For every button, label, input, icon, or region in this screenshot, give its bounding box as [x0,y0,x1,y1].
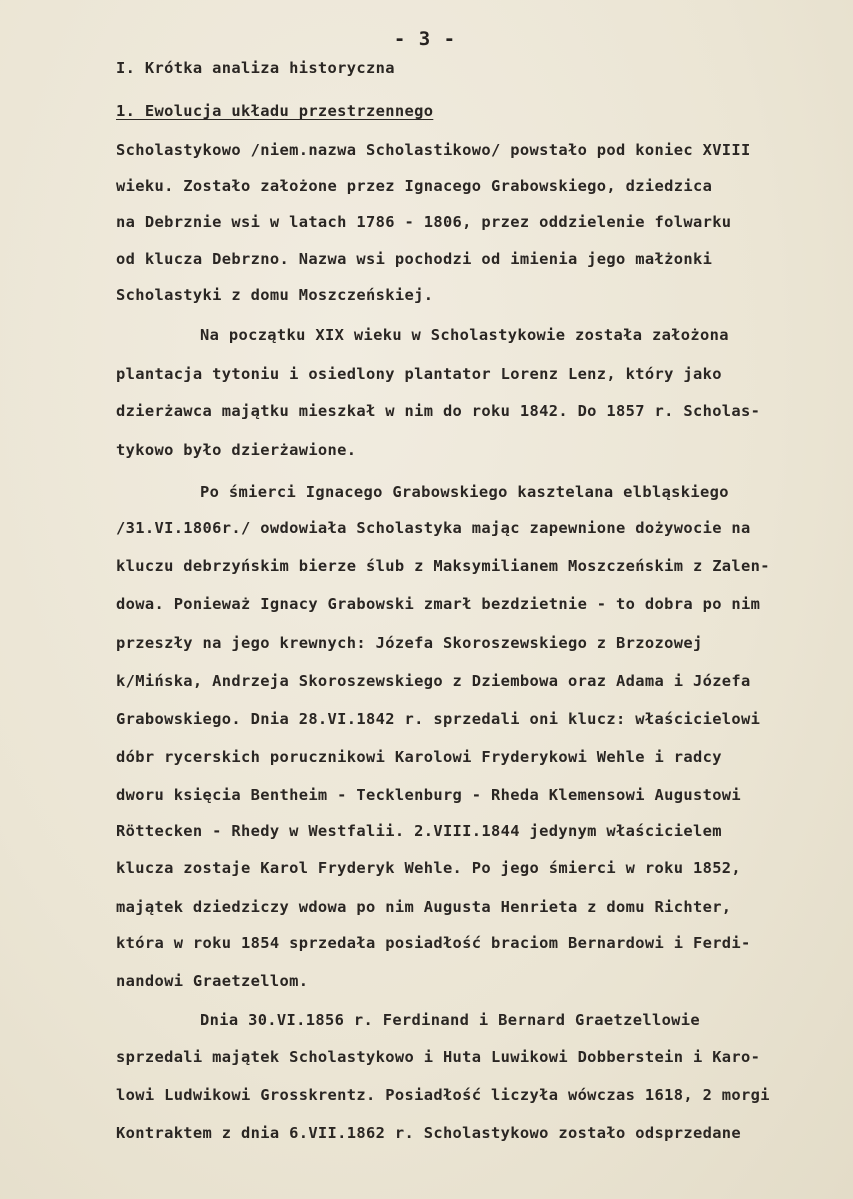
text-line: nandowi Graetzellom. [116,972,309,990]
text-line: Röttecken - Rhedy w Westfalii. 2.VIII.1844 jedynym właścicielem [116,822,722,840]
text-line: klucza zostaje Karol Fryderyk Wehle. Po jego śmierci w roku 1852, [116,859,742,877]
text-line: Po śmierci Ignacego Grabowskiego kasztelana elbląskiego [200,483,729,501]
text-line: lowi Ludwikowi Grosskrentz. Posiadłość liczyła wówczas 1618, 2 morgi [116,1086,770,1104]
text-line: Kontraktem z dnia 6.VII.1862 r. Scholastykowo zostało odsprzedane [116,1124,742,1142]
text-line: Scholastykowo /niem.nazwa Scholastikowo/ powstało pod koniec XVIII [116,141,751,159]
text-line: na Debrznie wsi w latach 1786 - 1806, przez oddzielenie folwarku [116,213,732,231]
text-line: Grabowskiego. Dnia 28.VI.1842 r. sprzedali oni klucz: właścicielowi [116,710,761,728]
page-number: - 3 - [393,28,457,50]
text-line: która w roku 1854 sprzedała posiadłość braciom Bernardowi i Ferdi- [116,934,751,952]
text-line: dzierżawca majątku mieszkał w nim do roku 1842. Do 1857 r. Scholas- [116,402,761,420]
text-line: majątek dziedziczy wdowa po nim Augusta Henrieta z domu Richter, [116,898,732,916]
text-line: dóbr rycerskich porucznikowi Karolowi Fryderykowi Wehle i radcy [116,748,722,766]
text-line: od klucza Debrzno. Nazwa wsi pochodzi od imienia jego małżonki [116,250,713,268]
text-line: Na początku XIX wieku w Scholastykowie została założona [200,326,729,344]
text-line: przeszły na jego krewnych: Józefa Skoroszewskiego z Brzozowej [116,634,703,652]
text-line: /31.VI.1806r./ owdowiała Scholastyka mając zapewnione dożywocie na [116,519,751,537]
text-line: k/Mińska, Andrzeja Skoroszewskiego z Dziembowa oraz Adama i Józefa [116,672,751,690]
text-line: wieku. Zostało założone przez Ignacego Grabowskiego, dziedzica [116,177,713,195]
text-line: Scholastyki z domu Moszczeńskiej. [116,286,434,304]
text-line: sprzedali majątek Scholastykowo i Huta Luwikowi Dobberstein i Karo- [116,1048,761,1066]
text-line: dowa. Ponieważ Ignacy Grabowski zmarł bezdzietnie - to dobra po nim [116,595,761,613]
text-line: plantacja tytoniu i osiedlony plantator Lorenz Lenz, który jako [116,365,722,383]
text-line: kluczu debrzyńskim bierze ślub z Maksymilianem Moszczeńskim z Zalen- [116,557,770,575]
text-line: dworu księcia Bentheim - Tecklenburg - Rheda Klemensowi Augustowi [116,786,742,804]
section-heading: I. Krótka analiza historyczna [116,59,395,77]
text-line: tykowo było dzierżawione. [116,441,357,459]
subsection-heading: 1. Ewolucja układu przestrzennego [116,102,434,120]
text-line: Dnia 30.VI.1856 r. Ferdinand i Bernard Graetzellowie [200,1011,701,1029]
